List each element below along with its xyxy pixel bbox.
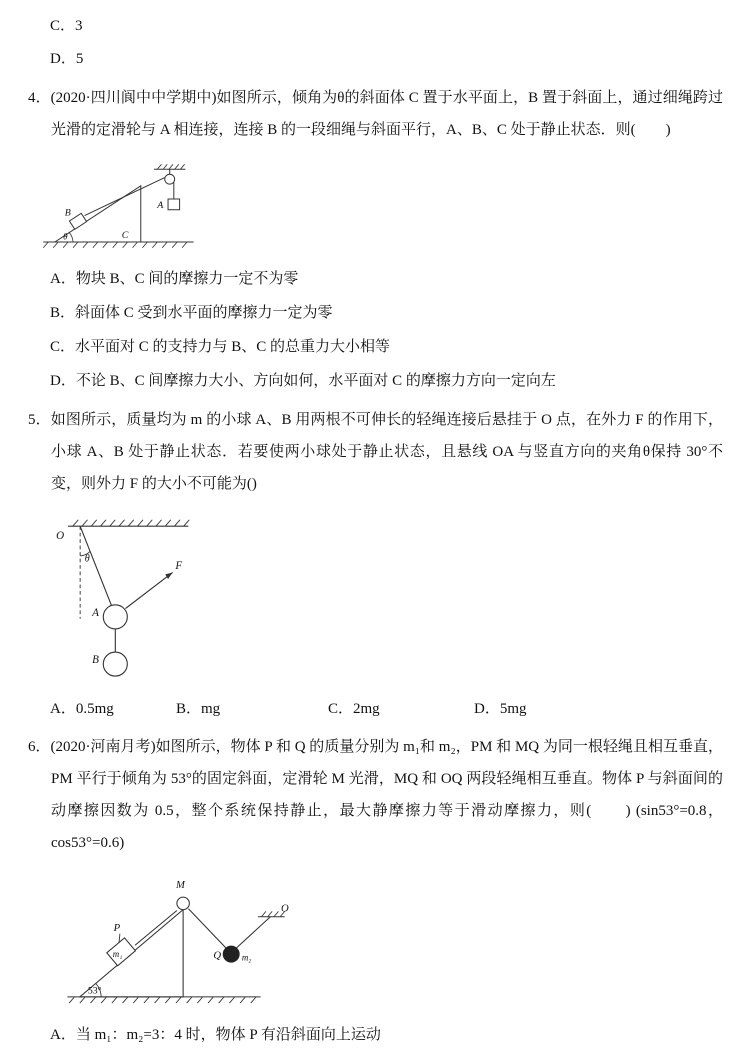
question-5-stem: 5．如图所示，质量均为 m 的小球 A、B 用两根不可伸长的轻绳连接后悬挂于 O 点，在外力 F 的作用下，小球 A、B 处于静止状态．若要使两小球处于静止状态，且悬线 OA 与竖直方向的夹角θ保持 30°不变，则外力 F 的大小不可能为()	[28, 412, 723, 492]
string-q-o	[237, 917, 271, 948]
q4-option-d: D．不论 B、C 间摩擦力大小、方向如何，水平面对 C 的摩擦力方向一定向左	[50, 373, 556, 389]
mass-2-label: m₂	[241, 952, 252, 963]
mass-1-label: m₁	[112, 948, 123, 959]
ball-b	[103, 652, 127, 676]
ball-a	[103, 605, 127, 629]
ball-b-label: B	[92, 654, 99, 667]
question-6-stem: 6．(2020·河南月考)如图所示，物体 P 和 Q 的质量分别为 m₁和 m₂，PM 和 MQ 为同一根轻绳且相互垂直，PM 平行于倾角为 53°的固定斜面，定滑轮 M 光滑，MQ 和 OQ 两段轻绳相互垂直。物体 P 与斜面间的动摩擦因数为 0.5，整个系统保持静止，最大静摩擦力等于滑动摩擦力，则( ) (sin53°=0.8，cos53°=0.6)	[28, 739, 723, 851]
q5-option-c: C．2mg	[328, 701, 380, 717]
string-o-a	[80, 526, 111, 606]
question-5-options	[50, 693, 723, 725]
incline-label: C	[121, 229, 129, 241]
question-4-stem: 4．(2020·四川阆中中学期中)如图所示，倾角为θ的斜面体 C 置于水平面上，B 置于斜面上，通过细绳跨过光滑的定滑轮与 A 相连接，连接 B 的一段细绳与斜面平行，A、B、C 处于静止状态．则( )	[28, 90, 723, 138]
force-f-arrow	[125, 572, 172, 608]
ball-q	[223, 946, 239, 962]
question-4-options	[50, 262, 723, 398]
q5-option-b: B．mg	[176, 701, 221, 717]
q4-option-a: A．物块 B、C 间的摩擦力一定不为零	[50, 271, 299, 287]
angle-label: θ	[84, 553, 90, 565]
block-a-label: A	[157, 200, 164, 212]
anchor-o-label: O	[281, 902, 289, 915]
question-5-figure	[45, 515, 193, 691]
ball-a-label: A	[92, 606, 99, 619]
block-p-label: P	[113, 921, 121, 934]
q5-option-d: D．5mg	[474, 701, 527, 717]
ceiling-hatch	[157, 164, 184, 169]
q6-option-a: A．当 m₁：m₂=3：4 时，物体 P 有沿斜面向上运动	[50, 1027, 381, 1043]
prev-option-c: C．3	[50, 18, 83, 34]
pulley-m-icon	[177, 897, 189, 909]
ceiling-hatch	[73, 520, 190, 526]
question-4-figure	[40, 161, 230, 256]
q4-option-b: B．斜面体 C 受到水平面的摩擦力一定为零	[50, 305, 333, 321]
prev-option-d: D．5	[50, 51, 84, 67]
block-a	[168, 199, 180, 210]
force-f-label: F	[175, 559, 183, 572]
pulley-icon	[165, 174, 175, 184]
ball-q-label: Q	[213, 949, 222, 962]
angle-label: 53°	[87, 985, 102, 997]
question-6-figure	[60, 874, 292, 1012]
block-b-label: B	[64, 207, 71, 219]
question-6-options	[50, 1018, 723, 1052]
string-m-q	[188, 909, 225, 948]
ground-hatch	[43, 242, 187, 248]
anchor-o-label: O	[56, 530, 65, 543]
pulley-m-label: M	[176, 879, 185, 892]
q5-option-a: A．0.5mg	[50, 701, 114, 717]
angle-label: θ	[63, 231, 68, 242]
q4-option-c: C．水平面对 C 的支持力与 B、C 的总重力大小相等	[50, 339, 391, 355]
